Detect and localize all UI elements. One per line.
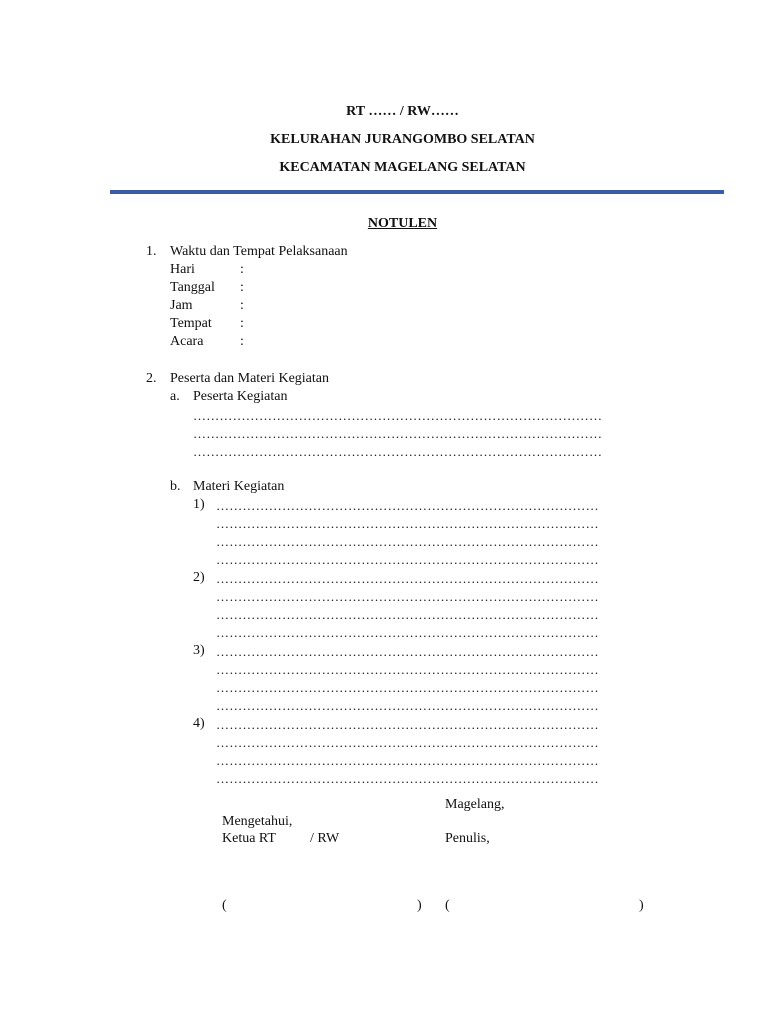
field-colon: :	[240, 262, 244, 277]
materi-dotted-line: ……………………………………………………………………………	[216, 735, 599, 750]
materi-dotted-line: ……………………………………………………………………………	[216, 771, 599, 786]
subsection-a-marker: a.	[170, 389, 180, 404]
field-label-acara: Acara	[170, 334, 204, 349]
field-label-jam: Jam	[170, 298, 193, 313]
materi-dotted-line: ……………………………………………………………………………	[216, 662, 599, 677]
materi-item-number: 4)	[193, 716, 205, 731]
signature-left-close-paren: )	[417, 898, 422, 913]
materi-item-number: 3)	[193, 643, 205, 658]
materi-dotted-line: ……………………………………………………………………………	[216, 534, 599, 549]
subsection-a-label: Peserta Kegiatan	[193, 389, 288, 404]
subsection-b-label: Materi Kegiatan	[193, 479, 285, 494]
materi-dotted-line: ……………………………………………………………………………	[216, 625, 599, 640]
header-kelurahan: KELURAHAN JURANGOMBO SELATAN	[270, 132, 535, 147]
materi-dotted-line: ……………………………………………………………………………	[216, 607, 599, 622]
materi-dotted-line: ……………………………………………………………………………	[216, 644, 599, 659]
signature-left-role-rt: Ketua RT	[222, 831, 276, 846]
section1-heading: Waktu dan Tempat Pelaksanaan	[170, 244, 348, 259]
peserta-dotted-line: …………………………………………………………………………………	[193, 408, 603, 423]
signature-left-role-rw: / RW	[310, 831, 340, 846]
signature-left-open-paren: (	[222, 898, 227, 913]
materi-dotted-line: ……………………………………………………………………………	[216, 698, 599, 713]
materi-item-number: 1)	[193, 497, 205, 512]
field-colon: :	[240, 298, 244, 313]
document-title: NOTULEN	[367, 216, 438, 231]
signature-right-role: Penulis,	[445, 831, 490, 846]
field-label-tanggal: Tanggal	[170, 280, 215, 295]
field-label-hari: Hari	[170, 262, 195, 277]
materi-dotted-line: ……………………………………………………………………………	[216, 498, 599, 513]
header-divider	[110, 190, 724, 194]
field-colon: :	[240, 334, 244, 349]
field-colon: :	[240, 316, 244, 331]
materi-dotted-line: ……………………………………………………………………………	[216, 717, 599, 732]
peserta-dotted-line: …………………………………………………………………………………	[193, 444, 603, 459]
signature-left-intro: Mengetahui,	[222, 814, 293, 829]
materi-dotted-line: ……………………………………………………………………………	[216, 680, 599, 695]
signature-right-open-paren: (	[445, 898, 450, 913]
materi-dotted-line: ……………………………………………………………………………	[216, 516, 599, 531]
section2-heading: Peserta dan Materi Kegiatan	[170, 371, 329, 386]
materi-dotted-line: ……………………………………………………………………………	[216, 589, 599, 604]
peserta-dotted-line: …………………………………………………………………………………	[193, 426, 603, 441]
header-kecamatan: KECAMATAN MAGELANG SELATAN	[279, 160, 526, 175]
signature-right-close-paren: )	[639, 898, 644, 913]
materi-dotted-line: ……………………………………………………………………………	[216, 571, 599, 586]
field-colon: :	[240, 280, 244, 295]
materi-dotted-line: ……………………………………………………………………………	[216, 753, 599, 768]
subsection-b-marker: b.	[170, 479, 181, 494]
materi-dotted-line: ……………………………………………………………………………	[216, 552, 599, 567]
signature-place: Magelang,	[445, 797, 505, 812]
section1-number: 1.	[146, 244, 157, 259]
section2-number: 2.	[146, 371, 157, 386]
header-rt-rw: RT …… / RW……	[346, 104, 459, 119]
materi-item-number: 2)	[193, 570, 205, 585]
field-label-tempat: Tempat	[170, 316, 212, 331]
